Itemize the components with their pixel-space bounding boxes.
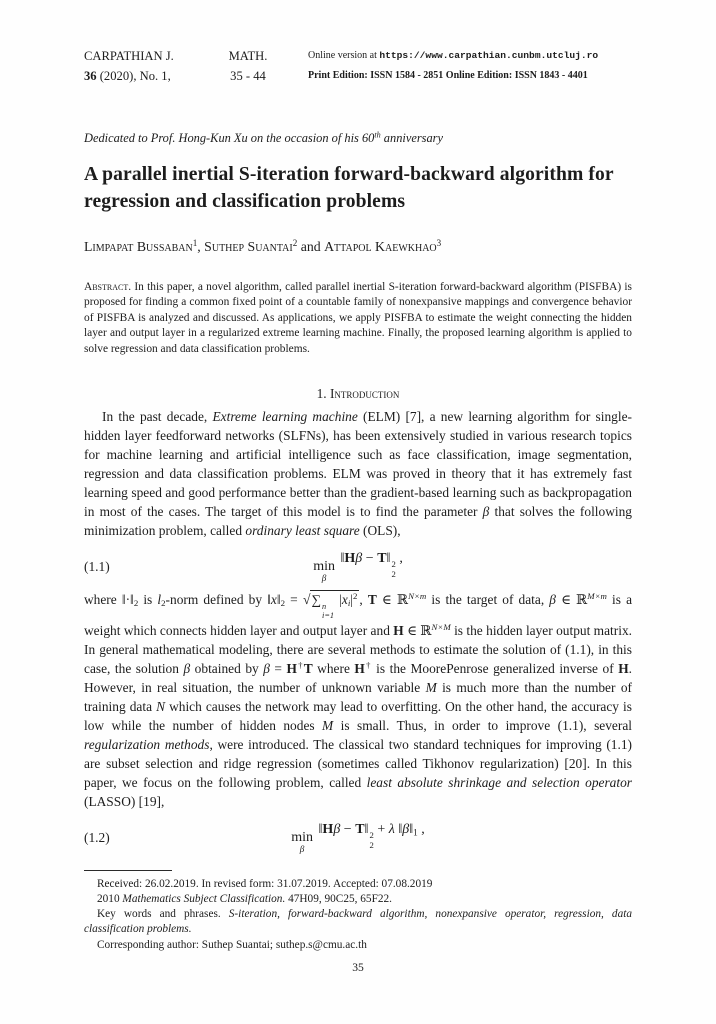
paper-title: A parallel inertial S-iteration forward-backward algorithm for regression and classification problems — [84, 164, 614, 213]
equation-1-2-body: min β ‖Hβ − T‖ 2 2 + λ $‖\beta‖_1$ , — [291, 821, 425, 854]
abstract: Abstract. In this paper, a novel algorithm, called parallel inertial S-iteration forward-backward algorithm (PISFBA) is proposed for finding a common fixed point of a countable family of nonexpansive mappings and convergence behavior of PISFBA is analyzed and discussed. As applications, we apply PISFBA to estimate the weight connecting the hidden layer and output layer in a regularized extreme learning machine. Finally, the proposed learning algorithm is applied to solve regression and data classification problems. — [84, 280, 632, 355]
footnote-received: Received: 26.02.2019. In revised form: 31.07.2019. Accepted: 07.08.2019 — [97, 877, 433, 890]
section-heading: 1. Introduction — [316, 386, 400, 402]
journal-edition-block — [284, 46, 632, 86]
authors-line: Limpapat Bussaban$^1$, Suthep Suantai$^2$ and Attapol Kaewkhao$^3$ — [84, 237, 442, 254]
page-number: 35 — [352, 961, 364, 974]
issn-line: Print Edition: ISSN 1584 - 2851 Online Edition: ISSN 1843 - 4401 — [308, 70, 588, 81]
dedication: Dedicated to Prof. Hong-Kun Xu on the occasion of his 60th anniversary — [84, 130, 443, 145]
footnote-corresponding-author: Corresponding author: Suthep Suantai; suthep.s@cmu.ac.th — [97, 938, 367, 951]
equation-1-1-label: (1.1) — [84, 559, 110, 575]
equation-1-1-body: min β ‖Hβ − T‖ 2 2 , — [313, 551, 403, 584]
online-version-prefix: Online version at — [308, 50, 380, 61]
equation-1-2 — [84, 822, 632, 854]
journal-volume-line — [84, 66, 212, 86]
footnotes — [84, 877, 632, 953]
journal-header — [84, 46, 632, 86]
journal-volume: 36 — [84, 69, 97, 83]
equation-1-2-label: (1.2) — [84, 829, 110, 845]
journal-url: https://www.carpathian.cunbm.utcluj.ro — [379, 50, 599, 61]
journal-field: MATH. — [228, 49, 268, 63]
footnote-msc: 2010 Mathematics Subject Classification. 47H09, 90C25, 65F22. — [97, 893, 392, 906]
intro-paragraph-1: In the past decade, Extreme learning machine (ELM) [7], a new learning algorithm for single-hidden layer feedforward networks (SLFNs), has been extensively studied in various research topics for machine learning and artificial intelligence such as face classification, image segmentation, regression and data classification problems. ELM was proved in theory that it has extremely fast learning speed and good performance better than the gradient-based learning such as backpropagation in most of the cases. The target of this model is to find the parameter β that solves the following minimization problem, called ordinary least square (OLS), — [84, 409, 632, 539]
footnote-rule — [84, 870, 172, 871]
equation-1-1 — [84, 551, 632, 583]
footnote-keywords: Key words and phrases. S-iteration, forward-backward algorithm, nonexpansive operator, regression, data classification problems. — [84, 908, 633, 936]
intro-paragraph-2: where $‖\cdot‖_2$ is $l_2$-norm defined by $‖x‖_2$ = √∑ n i=1 $|x_i|^2$ , T ∈ ℝ$^{N\times m}$ is the target of data, β ∈ ℝ$^{M\times m}$ is a weight which connects hidden layer and output layer and H ∈ ℝ$^{N\times M}$ is the hidden layer output matrix. In general mathematical modeling, there are several methods to estimate the solution of (1.1), in this case, the solution β obtained by β = H†T where H† is the MoorePenrose generalized inverse of H. However, in real situation, the number of unknown variable M is much more than the number of training data N which causes the network may lead to overfitting. On the other hand, the accuracy is low while the number of hidden nodes M is small. Thus, in order to improve (1.1), several regularization methods, were introduced. The classical two standard techniques for improving (1.1) are subset selection and ridge regression (sometimes called Tikhonov regularization) [20]. In this paper, we focus on the following problem, called least absolute shrinkage and selection operator (LASSO) [19], — [84, 591, 633, 809]
journal-name-block — [84, 46, 212, 86]
journal-pages: 35 - 44 — [230, 69, 266, 83]
online-version-line — [308, 46, 632, 66]
journal-field-block — [212, 46, 284, 86]
journal-issue: (2020), No. 1, — [96, 69, 171, 83]
journal-name: CARPATHIAN J. — [84, 49, 174, 63]
